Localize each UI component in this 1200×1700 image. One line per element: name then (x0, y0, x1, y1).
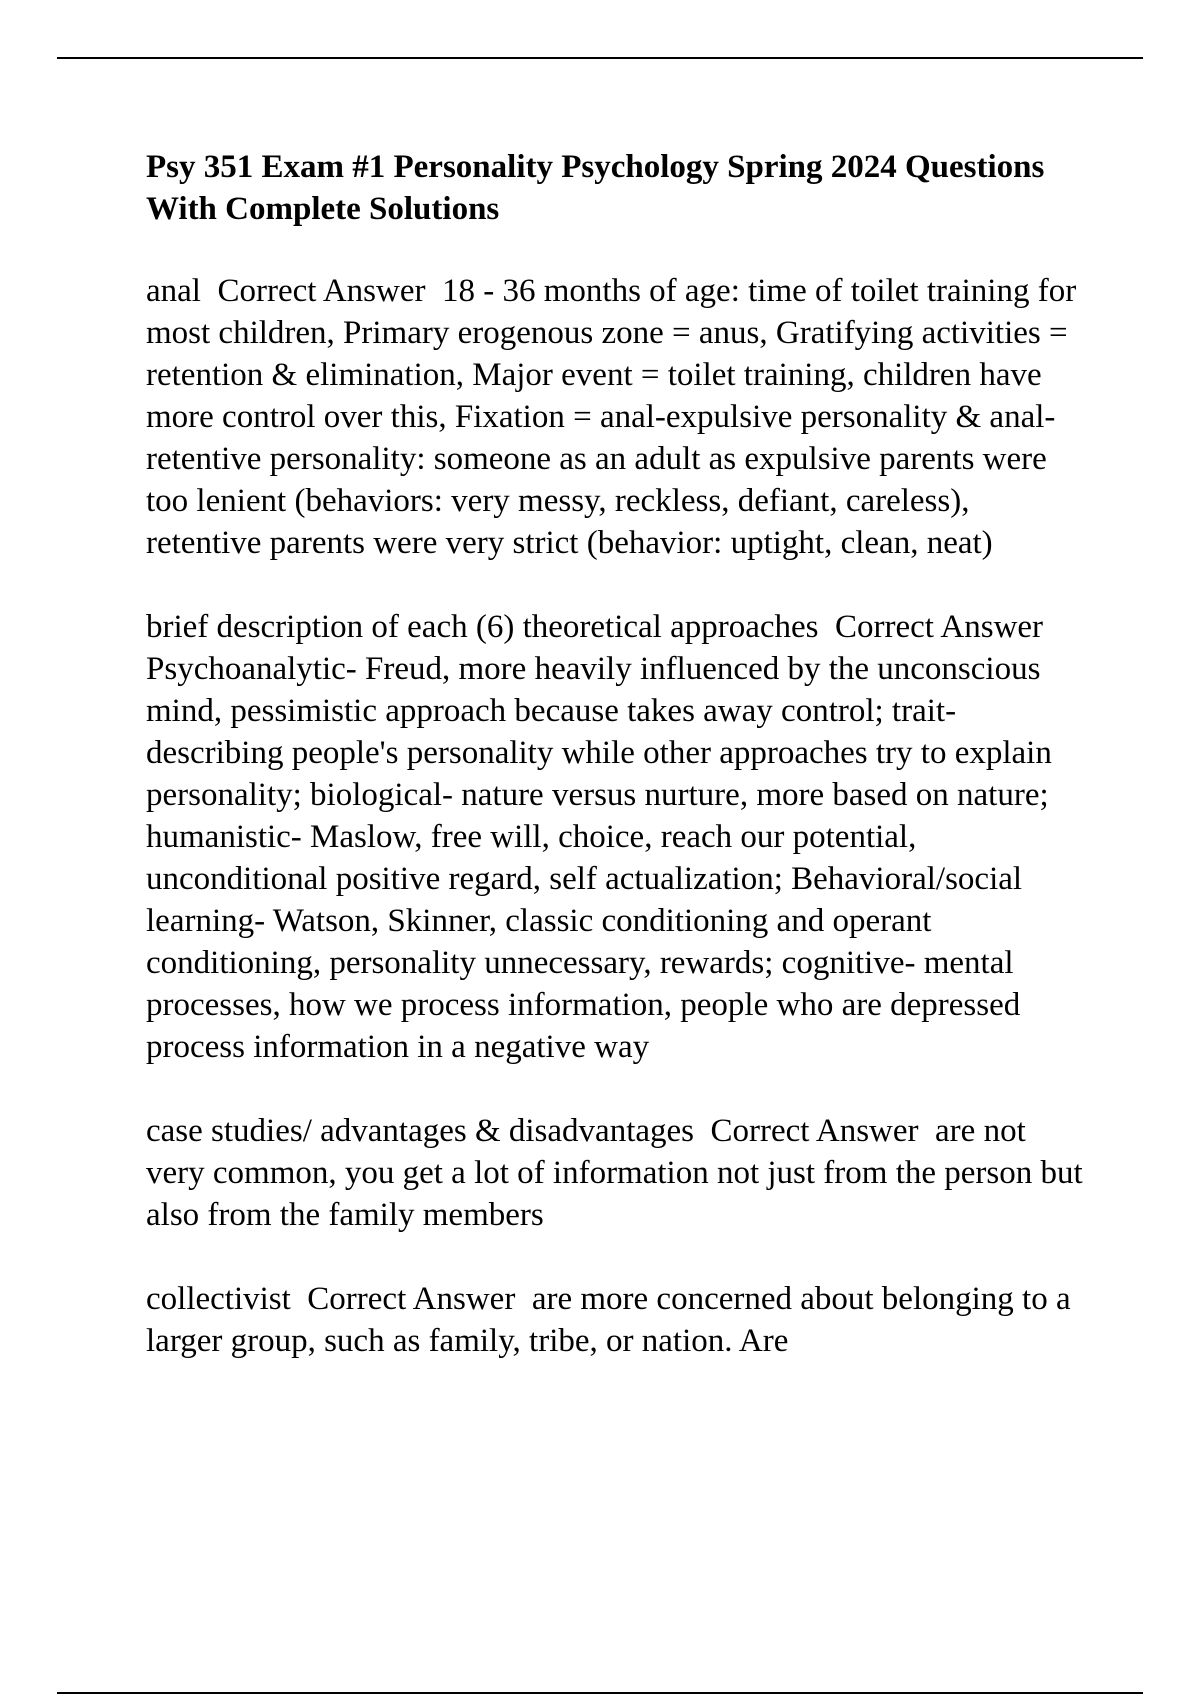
correct-answer-label: Correct Answer (307, 1281, 516, 1317)
answer-text: are not very common, you get a lot of information not just from the person but also from the family members (146, 1113, 1091, 1233)
answer-text: Psychoanalytic- Freud, more heavily influenced by the unconscious mind, pessimistic approach because takes away control; trait- describing people's personality while other approaches try to explain personality; biological- nature versus nurture, more based on nature; humanistic- Maslow, free will, choice, reach our potential, unconditional positive regard, self actualization; Behavioral/social learning- Watson, Skinner, classic conditioning and operant conditioning, personality unnecessary, rewards; cognitive- mental processes, how we process information, people who are depressed process information in a negative way (146, 651, 1061, 1065)
correct-answer-label: Correct Answer (710, 1113, 919, 1149)
correct-answer-label: Correct Answer (217, 273, 426, 309)
qa-entry-collectivist (146, 1278, 1086, 1362)
question-term: case studies/ advantages & disadvantages (146, 1113, 694, 1149)
question-term: brief description of each (6) theoretical approaches (146, 609, 819, 645)
bottom-rule (57, 1692, 1143, 1694)
qa-entry-anal (146, 270, 1086, 564)
question-term: anal (146, 273, 201, 309)
question-term: collectivist (146, 1281, 291, 1317)
page-title: Psy 351 Exam #1 Personality Psychology Spring 2024 Questions With Complete Solutions (146, 149, 1045, 227)
answer-text: 18 - 36 months of age: time of toilet training for most children, Primary erogenous zone = anus, Gratifying activities = retention & elimination, Major event = toilet training, children have more control over this, Fixation = anal-expulsive personality & anal-retentive personality: someone as an adult as expulsive parents were too lenient (behaviors: very messy, reckless, defiant, careless), retentive parents were very strict (behavior: uptight, clean, neat) (146, 273, 1085, 561)
qa-entry-case-studies (146, 1110, 1091, 1236)
qa-entry-theoretical-approaches (146, 606, 1086, 1068)
correct-answer-label: Correct Answer (835, 609, 1044, 645)
document-body (146, 146, 1091, 1404)
top-rule (57, 57, 1143, 59)
answer-text: are more concerned about belonging to a larger group, such as family, tribe, or nation. Are (146, 1281, 1079, 1359)
